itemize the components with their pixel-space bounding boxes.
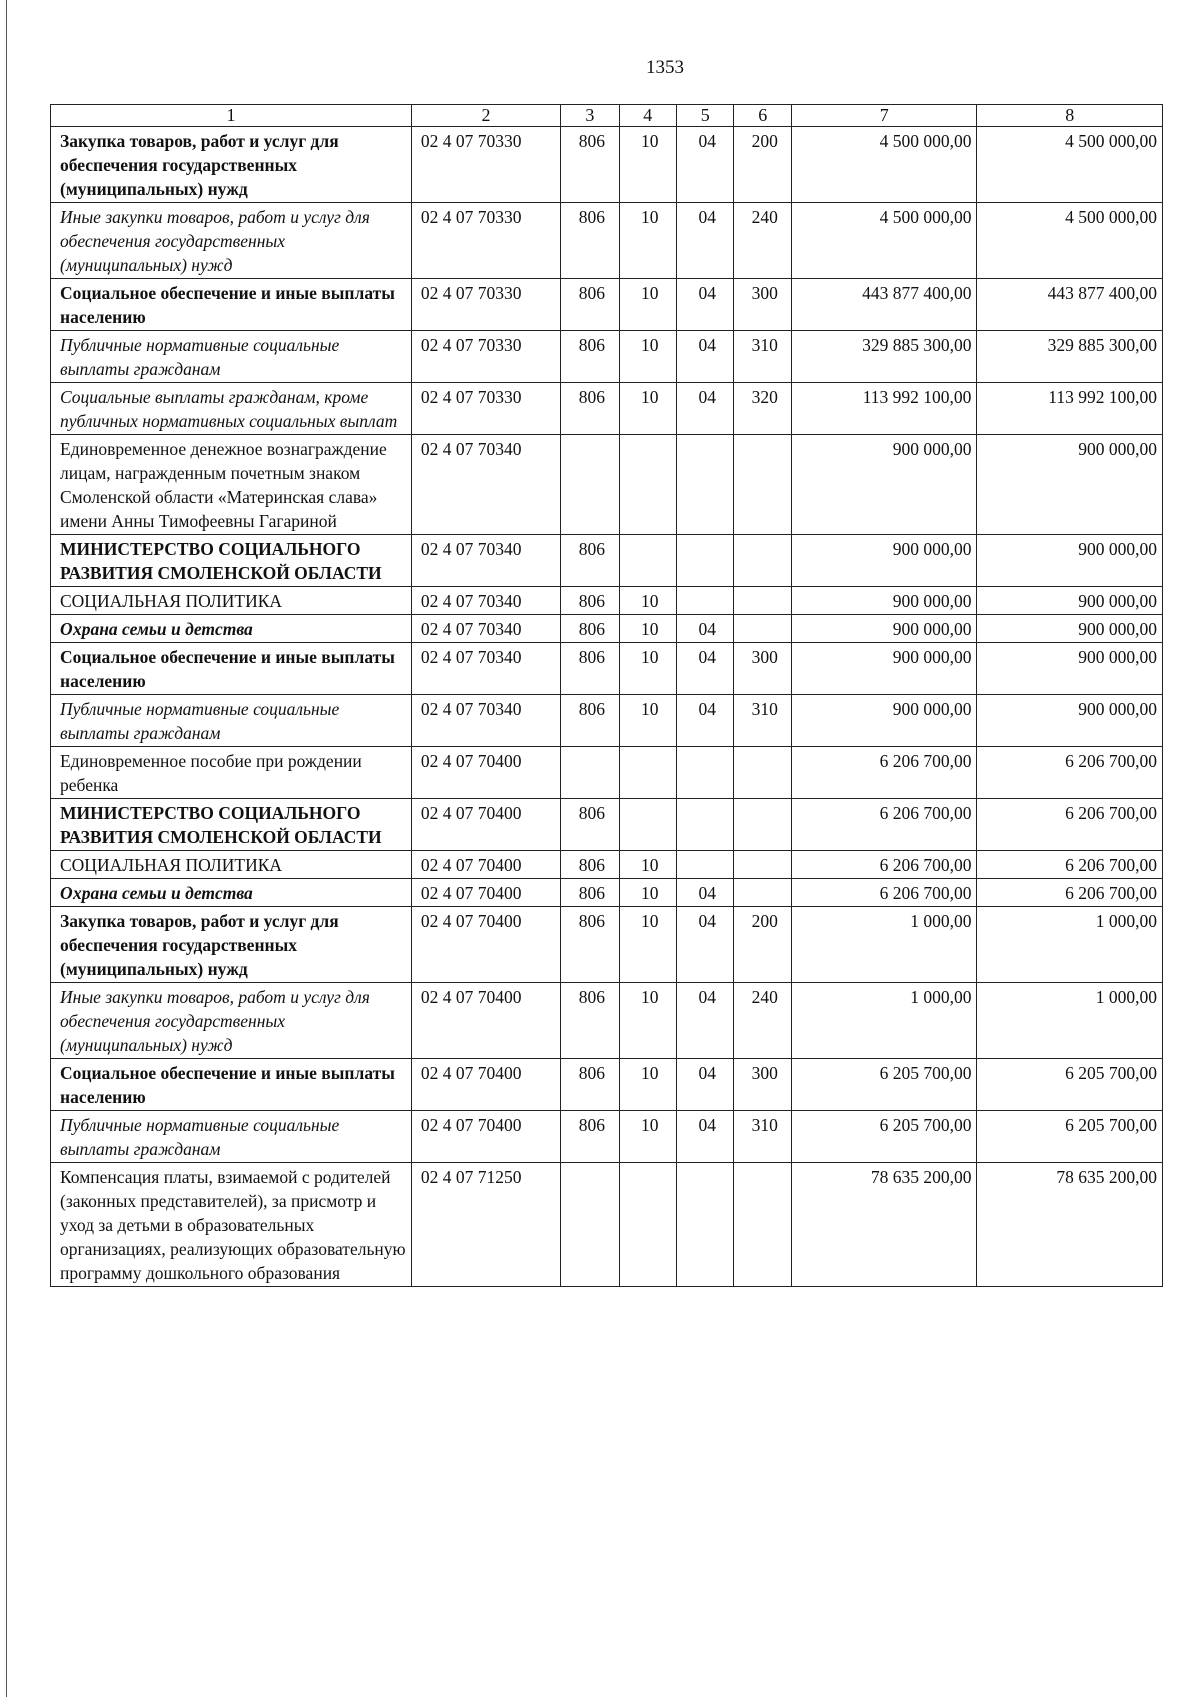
- amount-year1-cell: 6 205 700,00: [791, 1111, 977, 1163]
- subsection-code-cell: 04: [677, 383, 734, 435]
- amount-year1-cell: 6 206 700,00: [791, 799, 977, 851]
- section-code-cell: 10: [619, 879, 676, 907]
- expense-type-cell: 240: [734, 983, 791, 1059]
- row-name-cell: Публичные нормативные социальные выплаты гражданам: [51, 695, 412, 747]
- department-code-cell: 806: [561, 615, 619, 643]
- expense-type-cell: [734, 587, 791, 615]
- expense-type-cell: 310: [734, 1111, 791, 1163]
- subsection-code-cell: 04: [677, 1059, 734, 1111]
- amount-year2-cell: 6 206 700,00: [977, 747, 1163, 799]
- subsection-code-cell: 04: [677, 695, 734, 747]
- header-cell: 3: [561, 105, 619, 127]
- section-code-cell: [619, 747, 676, 799]
- amount-year1-cell: 6 205 700,00: [791, 1059, 977, 1111]
- header-cell: 7: [791, 105, 977, 127]
- department-code-cell: 806: [561, 331, 619, 383]
- subsection-code-cell: 04: [677, 279, 734, 331]
- target-code-cell: 02 4 07 70340: [411, 587, 560, 615]
- amount-year1-cell: 900 000,00: [791, 643, 977, 695]
- table-body: [51, 105, 1163, 1287]
- target-code-cell: 02 4 07 70400: [411, 799, 560, 851]
- subsection-code-cell: 04: [677, 127, 734, 203]
- amount-year1-cell: 78 635 200,00: [791, 1163, 977, 1287]
- table-row: [51, 1111, 1163, 1163]
- department-code-cell: 806: [561, 203, 619, 279]
- expense-type-cell: 240: [734, 203, 791, 279]
- target-code-cell: 02 4 07 70400: [411, 879, 560, 907]
- table-row: [51, 1059, 1163, 1111]
- subsection-code-cell: [677, 587, 734, 615]
- row-name-cell: Закупка товаров, работ и услуг для обеспечения государственных (муниципальных) нужд: [51, 907, 412, 983]
- amount-year2-cell: 6 205 700,00: [977, 1111, 1163, 1163]
- subsection-code-cell: 04: [677, 983, 734, 1059]
- expense-type-cell: 300: [734, 643, 791, 695]
- section-code-cell: [619, 535, 676, 587]
- target-code-cell: 02 4 07 70340: [411, 695, 560, 747]
- header-cell: 4: [619, 105, 676, 127]
- row-name-cell: Охрана семьи и детства: [51, 615, 412, 643]
- header-cell: 6: [734, 105, 791, 127]
- table-row: [51, 851, 1163, 879]
- amount-year2-cell: 6 206 700,00: [977, 799, 1163, 851]
- subsection-code-cell: 04: [677, 643, 734, 695]
- row-name-cell: Социальное обеспечение и иные выплаты населению: [51, 643, 412, 695]
- row-name-cell: Социальные выплаты гражданам, кроме публичных нормативных социальных выплат: [51, 383, 412, 435]
- department-code-cell: 806: [561, 695, 619, 747]
- amount-year2-cell: 900 000,00: [977, 587, 1163, 615]
- section-code-cell: [619, 435, 676, 535]
- header-cell: 5: [677, 105, 734, 127]
- expense-type-cell: 310: [734, 695, 791, 747]
- amount-year2-cell: 900 000,00: [977, 615, 1163, 643]
- section-code-cell: 10: [619, 851, 676, 879]
- section-code-cell: 10: [619, 1059, 676, 1111]
- target-code-cell: 02 4 07 70340: [411, 535, 560, 587]
- section-code-cell: 10: [619, 615, 676, 643]
- amount-year1-cell: 6 206 700,00: [791, 879, 977, 907]
- table-row: [51, 203, 1163, 279]
- amount-year2-cell: 443 877 400,00: [977, 279, 1163, 331]
- target-code-cell: 02 4 07 70400: [411, 851, 560, 879]
- target-code-cell: 02 4 07 70330: [411, 203, 560, 279]
- amount-year1-cell: 1 000,00: [791, 907, 977, 983]
- target-code-cell: 02 4 07 70330: [411, 279, 560, 331]
- target-code-cell: 02 4 07 70400: [411, 1059, 560, 1111]
- section-code-cell: 10: [619, 643, 676, 695]
- amount-year1-cell: 900 000,00: [791, 587, 977, 615]
- amount-year2-cell: 900 000,00: [977, 435, 1163, 535]
- subsection-code-cell: [677, 435, 734, 535]
- table-row: [51, 535, 1163, 587]
- subsection-code-cell: 04: [677, 879, 734, 907]
- subsection-code-cell: 04: [677, 907, 734, 983]
- row-name-cell: СОЦИАЛЬНАЯ ПОЛИТИКА: [51, 587, 412, 615]
- table-row: [51, 383, 1163, 435]
- table-row: [51, 435, 1163, 535]
- section-code-cell: 10: [619, 907, 676, 983]
- department-code-cell: 806: [561, 907, 619, 983]
- table-row: [51, 643, 1163, 695]
- amount-year2-cell: 4 500 000,00: [977, 127, 1163, 203]
- table-row: [51, 907, 1163, 983]
- amount-year2-cell: 6 205 700,00: [977, 1059, 1163, 1111]
- target-code-cell: 02 4 07 70340: [411, 643, 560, 695]
- table-header-row: [51, 105, 1163, 127]
- target-code-cell: 02 4 07 70330: [411, 383, 560, 435]
- row-name-cell: Публичные нормативные социальные выплаты гражданам: [51, 331, 412, 383]
- row-name-cell: Социальное обеспечение и иные выплаты населению: [51, 279, 412, 331]
- row-name-cell: Публичные нормативные социальные выплаты гражданам: [51, 1111, 412, 1163]
- amount-year1-cell: 900 000,00: [791, 695, 977, 747]
- target-code-cell: 02 4 07 70340: [411, 615, 560, 643]
- target-code-cell: 02 4 07 70340: [411, 435, 560, 535]
- expense-type-cell: [734, 747, 791, 799]
- subsection-code-cell: [677, 1163, 734, 1287]
- department-code-cell: 806: [561, 535, 619, 587]
- section-code-cell: 10: [619, 127, 676, 203]
- expense-type-cell: [734, 1163, 791, 1287]
- subsection-code-cell: 04: [677, 1111, 734, 1163]
- amount-year1-cell: 4 500 000,00: [791, 203, 977, 279]
- amount-year2-cell: 900 000,00: [977, 535, 1163, 587]
- row-name-cell: Иные закупки товаров, работ и услуг для обеспечения государственных (муниципальных) нужд: [51, 203, 412, 279]
- table-row: [51, 799, 1163, 851]
- expense-type-cell: 200: [734, 907, 791, 983]
- table-row: [51, 695, 1163, 747]
- expense-type-cell: 300: [734, 279, 791, 331]
- amount-year1-cell: 4 500 000,00: [791, 127, 977, 203]
- table-row: [51, 279, 1163, 331]
- department-code-cell: 806: [561, 879, 619, 907]
- row-name-cell: Единовременное пособие при рождении ребенка: [51, 747, 412, 799]
- row-name-cell: МИНИСТЕРСТВО СОЦИАЛЬНОГО РАЗВИТИЯ СМОЛЕНСКОЙ ОБЛАСТИ: [51, 535, 412, 587]
- header-cell: 1: [51, 105, 412, 127]
- section-code-cell: 10: [619, 383, 676, 435]
- department-code-cell: [561, 747, 619, 799]
- table-row: [51, 747, 1163, 799]
- amount-year2-cell: 1 000,00: [977, 983, 1163, 1059]
- row-name-cell: Охрана семьи и детства: [51, 879, 412, 907]
- table-row: [51, 879, 1163, 907]
- section-code-cell: 10: [619, 587, 676, 615]
- row-name-cell: СОЦИАЛЬНАЯ ПОЛИТИКА: [51, 851, 412, 879]
- amount-year2-cell: 78 635 200,00: [977, 1163, 1163, 1287]
- budget-table: [50, 104, 1163, 1287]
- row-name-cell: Единовременное денежное вознаграждение лицам, награжденным почетным знаком Смоленской области «Материнская слава» имени Анны Тимофеевны Гагариной: [51, 435, 412, 535]
- section-code-cell: 10: [619, 279, 676, 331]
- department-code-cell: 806: [561, 127, 619, 203]
- amount-year2-cell: 900 000,00: [977, 643, 1163, 695]
- section-code-cell: [619, 1163, 676, 1287]
- row-name-cell: Иные закупки товаров, работ и услуг для обеспечения государственных (муниципальных) нужд: [51, 983, 412, 1059]
- amount-year1-cell: 1 000,00: [791, 983, 977, 1059]
- row-name-cell: Компенсация платы, взимаемой с родителей (законных представителей), за присмотр и уход за детьми в образовательных организациях, реализующих образовательную программу дошкольного образования: [51, 1163, 412, 1287]
- department-code-cell: 806: [561, 983, 619, 1059]
- expense-type-cell: 320: [734, 383, 791, 435]
- amount-year1-cell: 6 206 700,00: [791, 747, 977, 799]
- amount-year2-cell: 900 000,00: [977, 695, 1163, 747]
- amount-year1-cell: 329 885 300,00: [791, 331, 977, 383]
- department-code-cell: 806: [561, 587, 619, 615]
- amount-year1-cell: 6 206 700,00: [791, 851, 977, 879]
- section-code-cell: 10: [619, 695, 676, 747]
- table-row: [51, 1163, 1163, 1287]
- section-code-cell: 10: [619, 1111, 676, 1163]
- section-code-cell: 10: [619, 331, 676, 383]
- department-code-cell: 806: [561, 851, 619, 879]
- target-code-cell: 02 4 07 70330: [411, 331, 560, 383]
- header-cell: 8: [977, 105, 1163, 127]
- table-row: [51, 615, 1163, 643]
- department-code-cell: 806: [561, 1059, 619, 1111]
- section-code-cell: [619, 799, 676, 851]
- amount-year1-cell: 113 992 100,00: [791, 383, 977, 435]
- amount-year2-cell: 1 000,00: [977, 907, 1163, 983]
- target-code-cell: 02 4 07 70400: [411, 983, 560, 1059]
- expense-type-cell: [734, 799, 791, 851]
- department-code-cell: 806: [561, 383, 619, 435]
- department-code-cell: 806: [561, 1111, 619, 1163]
- expense-type-cell: 310: [734, 331, 791, 383]
- table-row: [51, 331, 1163, 383]
- subsection-code-cell: [677, 535, 734, 587]
- expense-type-cell: 200: [734, 127, 791, 203]
- amount-year2-cell: 113 992 100,00: [977, 383, 1163, 435]
- amount-year2-cell: 6 206 700,00: [977, 851, 1163, 879]
- department-code-cell: [561, 435, 619, 535]
- expense-type-cell: [734, 879, 791, 907]
- expense-type-cell: [734, 535, 791, 587]
- subsection-code-cell: 04: [677, 203, 734, 279]
- target-code-cell: 02 4 07 70330: [411, 127, 560, 203]
- subsection-code-cell: [677, 851, 734, 879]
- table-row: [51, 587, 1163, 615]
- target-code-cell: 02 4 07 71250: [411, 1163, 560, 1287]
- expense-type-cell: [734, 615, 791, 643]
- amount-year2-cell: 329 885 300,00: [977, 331, 1163, 383]
- department-code-cell: [561, 1163, 619, 1287]
- amount-year2-cell: 6 206 700,00: [977, 879, 1163, 907]
- amount-year2-cell: 4 500 000,00: [977, 203, 1163, 279]
- amount-year1-cell: 900 000,00: [791, 435, 977, 535]
- row-name-cell: МИНИСТЕРСТВО СОЦИАЛЬНОГО РАЗВИТИЯ СМОЛЕНСКОЙ ОБЛАСТИ: [51, 799, 412, 851]
- table-row: [51, 983, 1163, 1059]
- subsection-code-cell: 04: [677, 331, 734, 383]
- target-code-cell: 02 4 07 70400: [411, 1111, 560, 1163]
- department-code-cell: 806: [561, 799, 619, 851]
- row-name-cell: Закупка товаров, работ и услуг для обеспечения государственных (муниципальных) нужд: [51, 127, 412, 203]
- subsection-code-cell: 04: [677, 615, 734, 643]
- target-code-cell: 02 4 07 70400: [411, 907, 560, 983]
- amount-year1-cell: 900 000,00: [791, 535, 977, 587]
- subsection-code-cell: [677, 799, 734, 851]
- department-code-cell: 806: [561, 279, 619, 331]
- expense-type-cell: [734, 851, 791, 879]
- department-code-cell: 806: [561, 643, 619, 695]
- page-number: 1353: [646, 57, 684, 78]
- expense-type-cell: 300: [734, 1059, 791, 1111]
- section-code-cell: 10: [619, 983, 676, 1059]
- row-name-cell: Социальное обеспечение и иные выплаты населению: [51, 1059, 412, 1111]
- expense-type-cell: [734, 435, 791, 535]
- table-row: [51, 127, 1163, 203]
- amount-year1-cell: 900 000,00: [791, 615, 977, 643]
- target-code-cell: 02 4 07 70400: [411, 747, 560, 799]
- subsection-code-cell: [677, 747, 734, 799]
- section-code-cell: 10: [619, 203, 676, 279]
- page-edge-line: [6, 0, 7, 1697]
- amount-year1-cell: 443 877 400,00: [791, 279, 977, 331]
- header-cell: 2: [411, 105, 560, 127]
